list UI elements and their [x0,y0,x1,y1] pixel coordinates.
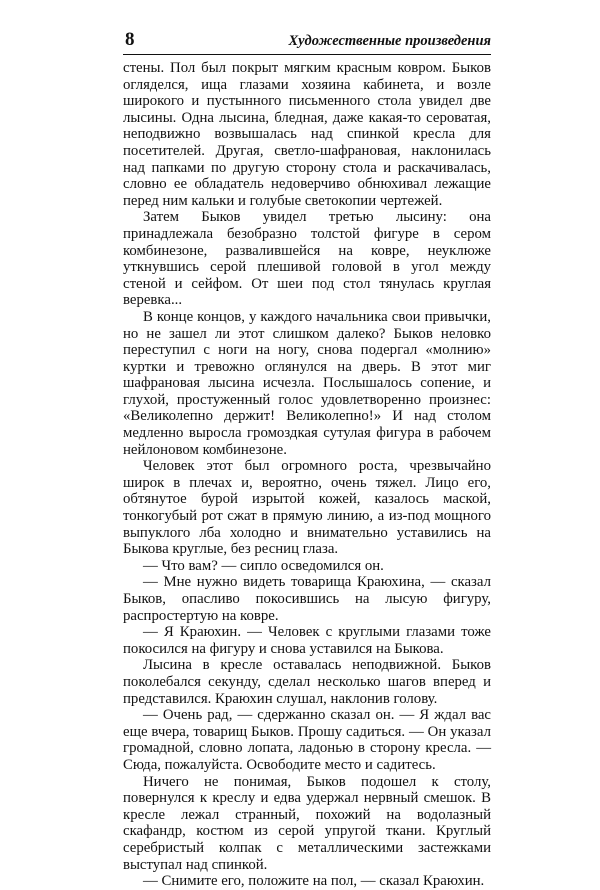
paragraph: Человек этот был огромного роста, чрезвычайно широк в плечах и, вероятно, очень тяжел. Лицо его, обтянутое бурой изрытой кожей, казалось маской, тонкогубый рот сжат в прямую линию, а из-под мощного выпуклого лба холодно и внимательно уставились на Быкова круглые, без ресниц глаза. [123,458,491,558]
paragraph: стены. Пол был покрыт мягким красным ковром. Быков огляделся, ища глазами хозяина кабинета, и возле широкого и пустынного письменного стола увидел две лысины. Одна лысина, бледная, даже какая-то сероватая, неподвижно возвышалась над спинкой кресла для посетителей. Другая, светло-шафрановая, наклонилась над папками по другую сторону стола и раскачивалась, словно ее обладатель недоверчиво обнюхивал лежащие перед ним кальки и голубые светокопии чертежей. [123,60,491,209]
paragraph: В конце концов, у каждого начальника свои привычки, но не зашел ли этот слишком далеко? Быков неловко переступил с ноги на ногу, снова подергал «молнию» куртки и тревожно оглянулся на дверь. В этот миг шафрановая лысина исчезла. Послышалось сопение, и глухой, простуженный голос удовлетворенно произнес: «Великолепно держит! Великолепно!» И над столом медленно выросла громоздкая сутулая фигура в рабочем нейлоновом комбинезоне. [123,308,491,458]
paragraph: — Что вам? — сипло осведомился он. [143,557,384,574]
paragraph: — Очень рад, — сдержанно сказал он. — Я ждал вас еще вчера, товарищ Быков. Прошу садиться. — Он указал громадной, словно лопата, ладонью в сторону кресла. — Сюда, пожалуйста. Освободите место и садитесь. [123,707,491,773]
paragraph: — Я Краюхин. — Человек с круглыми глазами тоже покосился на фигуру и снова уставился на Быкова. [123,624,491,657]
page-number: 8 [125,29,135,50]
section-title: Художественные произведения [288,33,491,49]
body-text [123,60,491,890]
running-header [123,28,491,55]
paragraph: Затем Быков увидел третью лысину: она принадлежала безобразно толстой фигуре в сером комбинезоне, развалившейся на ковре, неуклюже уткнувшись серой плешивой головой в угол между стеной и сейфом. От шеи под стол тянулась круглая веревка... [123,209,491,309]
paragraph: — Снимите его, положите на пол, — сказал Краюхин. [143,873,485,890]
paragraph: Ничего не понимая, Быков подошел к столу, повернулся к креслу и едва удержал нервный смешок. В кресле лежал странный, похожий на водолазный скафандр, костюм из серой упругой ткани. Круглый серебристый колпак с металлическими застежками выступал над спинкой. [123,773,491,873]
paragraph: — Мне нужно видеть товарища Краюхина, — сказал Быков, опасливо покосившись на лысую фигуру, распростертую на ковре. [123,574,491,624]
paragraph: Лысина в кресле оставалась неподвижной. Быков поколебался секунду, сделал несколько шагов вперед и представился. Краюхин слушал, наклонив голову. [123,657,491,707]
